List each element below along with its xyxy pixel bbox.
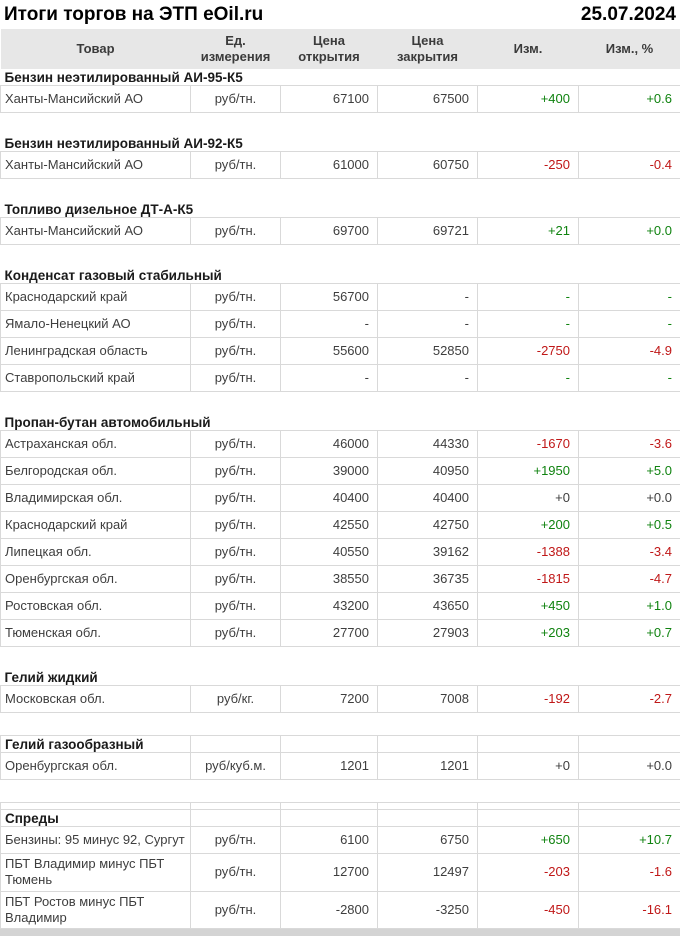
section-title: Бензин неэтилированный АИ-92-К5 xyxy=(1,135,680,152)
results-table-header xyxy=(1,29,680,69)
section-spacer xyxy=(1,245,680,268)
open-price-cell: 61000 xyxy=(281,152,378,179)
table-row xyxy=(1,284,680,311)
product-cell: Владимирская обл. xyxy=(1,485,191,512)
open-price-cell: 7200 xyxy=(281,686,378,713)
change-pct-cell: +0.6 xyxy=(579,86,680,113)
change-pct-cell: -2.7 xyxy=(579,686,680,713)
change-pct-cell: -0.4 xyxy=(579,152,680,179)
column-header-open-price: Цена открытия xyxy=(281,29,378,69)
section-title-empty-cell xyxy=(191,810,281,827)
product-cell: Липецкая обл. xyxy=(1,539,191,566)
section-title-empty-cell xyxy=(478,736,579,753)
column-header-change-pct: Изм., % xyxy=(579,29,680,69)
table-row xyxy=(1,891,680,929)
product-cell: Ленинградская область xyxy=(1,338,191,365)
unit-cell: руб/тн. xyxy=(191,891,281,929)
open-price-cell: 46000 xyxy=(281,431,378,458)
change-pct-cell: - xyxy=(579,311,680,338)
section-spacer xyxy=(1,392,680,415)
product-cell: Краснодарский край xyxy=(1,284,191,311)
table-row xyxy=(1,539,680,566)
section-title: Конденсат газовый стабильный xyxy=(1,267,680,284)
spacer-cell xyxy=(579,803,680,810)
change-cell: +0 xyxy=(478,753,579,780)
product-cell: Ямало-Ненецкий АО xyxy=(1,311,191,338)
change-cell: -250 xyxy=(478,152,579,179)
close-price-cell: - xyxy=(378,311,478,338)
section-title-row xyxy=(1,135,680,152)
table-row xyxy=(1,218,680,245)
change-cell: -1815 xyxy=(478,566,579,593)
change-cell: - xyxy=(478,284,579,311)
table-row xyxy=(1,827,680,854)
change-pct-cell: -1.6 xyxy=(579,854,680,892)
close-price-cell: 27903 xyxy=(378,620,478,647)
page-title: Итоги торгов на ЭТП eOil.ru xyxy=(4,4,263,26)
change-cell: +21 xyxy=(478,218,579,245)
open-price-cell: 27700 xyxy=(281,620,378,647)
section-spacer xyxy=(1,113,680,136)
open-price-cell: 38550 xyxy=(281,566,378,593)
section-spacer xyxy=(1,647,680,670)
change-pct-cell: -3.4 xyxy=(579,539,680,566)
change-cell: - xyxy=(478,365,579,392)
product-cell: ПБТ Владимир минус ПБТ Тюмень xyxy=(1,854,191,892)
open-price-cell: 69700 xyxy=(281,218,378,245)
close-price-cell: 40400 xyxy=(378,485,478,512)
section-title-empty-cell xyxy=(378,736,478,753)
product-cell: Ханты-Мансийский АО xyxy=(1,218,191,245)
spacer-cell xyxy=(1,647,680,670)
product-cell: Ханты-Мансийский АО xyxy=(1,152,191,179)
table-row xyxy=(1,512,680,539)
open-price-cell: - xyxy=(281,365,378,392)
change-pct-cell: +1.0 xyxy=(579,593,680,620)
product-cell: Ростовская обл. xyxy=(1,593,191,620)
section-title-empty-cell xyxy=(579,810,680,827)
section-spacer xyxy=(1,713,680,736)
section-title-row xyxy=(1,201,680,218)
table-row xyxy=(1,686,680,713)
product-cell: Оренбургская обл. xyxy=(1,753,191,780)
table-row xyxy=(1,152,680,179)
product-cell: Астраханская обл. xyxy=(1,431,191,458)
section-title: Пропан-бутан автомобильный xyxy=(1,414,680,431)
spacer-cell xyxy=(1,803,191,810)
change-cell: +203 xyxy=(478,620,579,647)
open-price-cell: 1201 xyxy=(281,753,378,780)
unit-cell: руб/тн. xyxy=(191,512,281,539)
column-header-unit: Ед. измерения xyxy=(191,29,281,69)
product-cell: Оренбургская обл. xyxy=(1,566,191,593)
section-spacer xyxy=(1,179,680,202)
table-row xyxy=(1,365,680,392)
table-row xyxy=(1,593,680,620)
table-row xyxy=(1,620,680,647)
spacer-cell xyxy=(1,713,680,736)
product-cell: Ханты-Мансийский АО xyxy=(1,86,191,113)
change-pct-cell: -4.9 xyxy=(579,338,680,365)
table-row xyxy=(1,566,680,593)
change-cell: +1950 xyxy=(478,458,579,485)
section-title-empty-cell xyxy=(191,736,281,753)
change-pct-cell: -16.1 xyxy=(579,891,680,929)
close-price-cell: 40950 xyxy=(378,458,478,485)
close-price-cell: 60750 xyxy=(378,152,478,179)
section-title: Гелий газообразный xyxy=(1,736,191,753)
change-pct-cell: +0.0 xyxy=(579,485,680,512)
unit-cell: руб/тн. xyxy=(191,431,281,458)
change-cell: - xyxy=(478,311,579,338)
change-cell: -192 xyxy=(478,686,579,713)
section-title-row xyxy=(1,414,680,431)
close-price-cell: 43650 xyxy=(378,593,478,620)
section-title-empty-cell xyxy=(378,810,478,827)
close-price-cell: 39162 xyxy=(378,539,478,566)
product-cell: ПБТ Ростов минус ПБТ Владимир xyxy=(1,891,191,929)
change-cell: +0 xyxy=(478,485,579,512)
close-price-cell: - xyxy=(378,284,478,311)
open-price-cell: 40550 xyxy=(281,539,378,566)
open-price-cell: 42550 xyxy=(281,512,378,539)
spacer-cell xyxy=(1,392,680,415)
unit-cell: руб/тн. xyxy=(191,458,281,485)
results-table xyxy=(0,29,680,929)
change-pct-cell: +0.0 xyxy=(579,218,680,245)
unit-cell: руб/тн. xyxy=(191,620,281,647)
open-price-cell: 43200 xyxy=(281,593,378,620)
unit-cell: руб/тн. xyxy=(191,593,281,620)
open-price-cell: 12700 xyxy=(281,854,378,892)
change-cell: +200 xyxy=(478,512,579,539)
product-cell: Бензины: 95 минус 92, Сургут xyxy=(1,827,191,854)
section-title: Гелий жидкий xyxy=(1,669,680,686)
table-row xyxy=(1,753,680,780)
section-title-row xyxy=(1,810,680,827)
section-title-row xyxy=(1,736,680,753)
change-pct-cell: +10.7 xyxy=(579,827,680,854)
unit-cell: руб/тн. xyxy=(191,218,281,245)
change-pct-cell: - xyxy=(579,365,680,392)
close-price-cell: 1201 xyxy=(378,753,478,780)
unit-cell: руб/тн. xyxy=(191,86,281,113)
table-row xyxy=(1,338,680,365)
close-price-cell: 52850 xyxy=(378,338,478,365)
unit-cell: руб/тн. xyxy=(191,566,281,593)
column-header-change: Изм. xyxy=(478,29,579,69)
unit-cell: руб/тн. xyxy=(191,827,281,854)
change-cell: -1388 xyxy=(478,539,579,566)
change-pct-cell: +0.5 xyxy=(579,512,680,539)
open-price-cell: 56700 xyxy=(281,284,378,311)
close-price-cell: 69721 xyxy=(378,218,478,245)
unit-cell: руб/кг. xyxy=(191,686,281,713)
product-cell: Белгородская обл. xyxy=(1,458,191,485)
table-row xyxy=(1,431,680,458)
spacer-cell xyxy=(1,179,680,202)
column-header-product: Товар xyxy=(1,29,191,69)
section-title: Топливо дизельное ДТ-А-К5 xyxy=(1,201,680,218)
close-price-cell: 44330 xyxy=(378,431,478,458)
report-date: 25.07.2024 xyxy=(581,4,676,26)
spacer-cell xyxy=(281,803,378,810)
section-title-row xyxy=(1,69,680,86)
change-cell: +450 xyxy=(478,593,579,620)
close-price-cell: 67500 xyxy=(378,86,478,113)
table-row xyxy=(1,458,680,485)
change-pct-cell: -4.7 xyxy=(579,566,680,593)
section-title-empty-cell xyxy=(281,810,378,827)
open-price-cell: -2800 xyxy=(281,891,378,929)
section-title: Бензин неэтилированный АИ-95-К5 xyxy=(1,69,680,86)
spacer-cell xyxy=(191,803,281,810)
unit-cell: руб/тн. xyxy=(191,284,281,311)
column-header-close-price: Цена закрытия xyxy=(378,29,478,69)
change-pct-cell: -3.6 xyxy=(579,431,680,458)
change-pct-cell: - xyxy=(579,284,680,311)
section-title-empty-cell xyxy=(579,736,680,753)
spacer-cell xyxy=(1,113,680,136)
close-price-cell: 12497 xyxy=(378,854,478,892)
product-cell: Московская обл. xyxy=(1,686,191,713)
table-row xyxy=(1,854,680,892)
table-row xyxy=(1,86,680,113)
change-cell: -2750 xyxy=(478,338,579,365)
section-spacer xyxy=(1,780,680,803)
change-pct-cell: +5.0 xyxy=(579,458,680,485)
footer-bar xyxy=(0,929,680,936)
product-cell: Ставропольский край xyxy=(1,365,191,392)
spacer-cell xyxy=(378,803,478,810)
section-title-empty-cell xyxy=(478,810,579,827)
open-price-cell: 55600 xyxy=(281,338,378,365)
product-cell: Тюменская обл. xyxy=(1,620,191,647)
open-price-cell: 39000 xyxy=(281,458,378,485)
close-price-cell: 6750 xyxy=(378,827,478,854)
report-header xyxy=(0,0,680,29)
spacer-cell xyxy=(478,803,579,810)
unit-cell: руб/тн. xyxy=(191,365,281,392)
close-price-cell: 42750 xyxy=(378,512,478,539)
section-title-empty-cell xyxy=(281,736,378,753)
change-pct-cell: +0.7 xyxy=(579,620,680,647)
open-price-cell: 67100 xyxy=(281,86,378,113)
table-row xyxy=(1,485,680,512)
change-cell: -203 xyxy=(478,854,579,892)
open-price-cell: 40400 xyxy=(281,485,378,512)
section-title-row xyxy=(1,669,680,686)
change-cell: +650 xyxy=(478,827,579,854)
close-price-cell: 7008 xyxy=(378,686,478,713)
bordered-section-spacer xyxy=(1,803,680,810)
table-row xyxy=(1,311,680,338)
section-title-row xyxy=(1,267,680,284)
unit-cell: руб/тн. xyxy=(191,539,281,566)
open-price-cell: 6100 xyxy=(281,827,378,854)
change-pct-cell: +0.0 xyxy=(579,753,680,780)
unit-cell: руб/тн. xyxy=(191,152,281,179)
close-price-cell: -3250 xyxy=(378,891,478,929)
close-price-cell: 36735 xyxy=(378,566,478,593)
unit-cell: руб/куб.м. xyxy=(191,753,281,780)
product-cell: Краснодарский край xyxy=(1,512,191,539)
change-cell: -450 xyxy=(478,891,579,929)
column-header-row xyxy=(1,29,680,69)
unit-cell: руб/тн. xyxy=(191,485,281,512)
open-price-cell: - xyxy=(281,311,378,338)
unit-cell: руб/тн. xyxy=(191,311,281,338)
unit-cell: руб/тн. xyxy=(191,338,281,365)
close-price-cell: - xyxy=(378,365,478,392)
unit-cell: руб/тн. xyxy=(191,854,281,892)
change-cell: -1670 xyxy=(478,431,579,458)
spacer-cell xyxy=(1,245,680,268)
results-table-body xyxy=(1,69,680,929)
spacer-cell xyxy=(1,780,680,803)
change-cell: +400 xyxy=(478,86,579,113)
section-title: Спреды xyxy=(1,810,191,827)
